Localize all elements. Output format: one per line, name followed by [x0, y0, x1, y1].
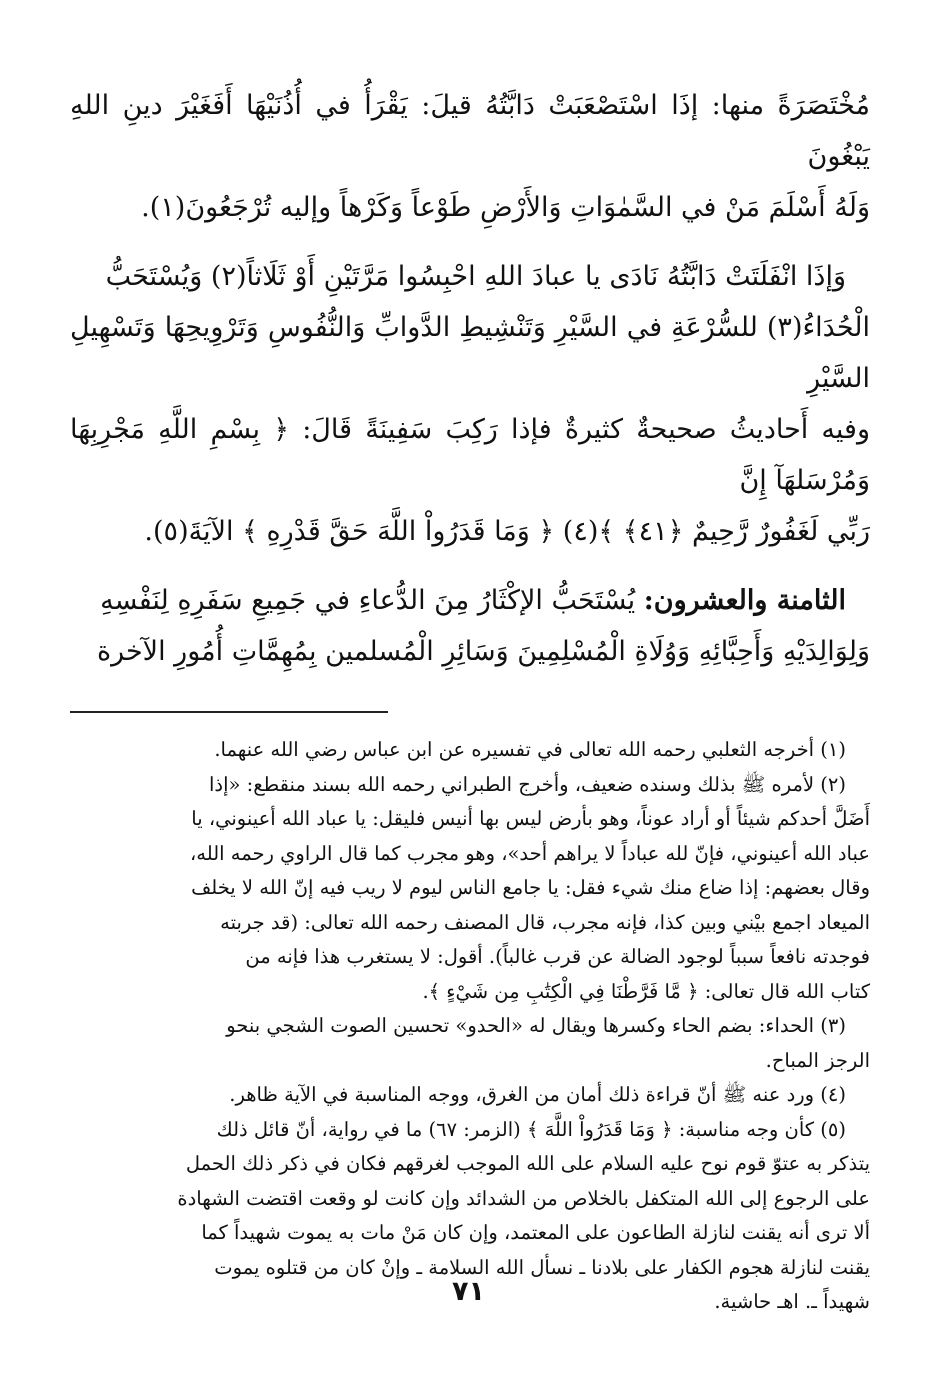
footnote-2-line: وقال بعضهم: إذا ضاع منك شيء فقل: يا جامع الناس ليوم لا ريب فيه إنّ الله لا يخلف — [191, 876, 870, 899]
footnote-2-line: كتاب الله قال تعالى: ﴿ مَّا فَرَّطْنَا فِي الْكِتَٰبِ مِن شَيْءٍ ﴾. — [422, 979, 870, 1003]
page-content — [70, 80, 870, 1320]
footnote-2-line: أَضَلَّ أحدكم شيئاً أو أراد عوناً، وهو بأرض ليس بها أنيس فليقل: يا عباد الله أعينوني، يا — [191, 807, 870, 830]
footnote-2-line: الميعاد اجمع بيْني وبين كذا، فإنه مجرب، قال المصنف رحمه الله تعالى: (قد جربته — [220, 910, 870, 934]
footnote-2-line: عباد الله أعينوني، فإنّ لله عباداً لا يراهم أحد»، وهو مجرب كما قال الراوي رحمه الله، — [189, 841, 870, 865]
footnote-2-line: (٢) لأمره ﷺ بذلك وسنده ضعيف، وأخرج الطبراني رحمه الله بسند منقطع: «إذا — [209, 772, 846, 796]
footnote-3-line: (٣) الحداء: بضم الحاء وكسرها ويقال له «الحدو» تحسين الصوت الشجي بنحو — [226, 1014, 846, 1037]
footnote-4: (٤) ورد عنه ﷺ أنّ قراءة ذلك أمان من الغرق، ووجه المناسبة في الآية ظاهر. — [229, 1083, 846, 1106]
body-line: رَبِّي لَغَفُورٌ رَّحِيمٌ ﴿٤١﴾ ﴾(٤) ﴿ وَمَا قَدَرُواْ اللَّهَ حَقَّ قَدْرِهِ ﴾ الآيَةَ(٥). — [144, 516, 870, 547]
footnote-2-line: فوجدته نافعاً سبباً لوجود الضالة عن قرب غالباً). أقول: لا يستغرب هذا فإنه من — [245, 945, 870, 968]
main-text — [70, 80, 870, 677]
body-line: الْحُدَاءُ(٣) للسُّرْعَةِ في السَّيْرِ وَتَنْشِيطِ الدَّوابِّ وَالنُّفُوسِ وَتَرْوِيحِهَا وَتَسْهِيلِ السَّيْرِ — [70, 312, 870, 394]
body-line — [70, 575, 870, 626]
footnote-5-line: شهيداً ـ. اهـ حاشية. — [714, 1290, 870, 1313]
body-line: وَإذَا انْفَلَتَتْ دَابَّتُهُ نَادَى يا عبادَ اللهِ احْبِسُوا مَرَّتَيْنِ أَوْ ثَلَاثاً(٢) وَيُسْتَحَبُّ — [105, 261, 846, 292]
footnote-separator — [70, 711, 388, 713]
footnote-1: (١) أخرجه الثعلبي رحمه الله تعالى في تفسيره عن ابن عباس رضي الله عنهما. — [214, 738, 846, 761]
footnote-5-line: على الرجوع إلى الله المتكفل بالخلاص من الشدائد وإن كانت لو وقعت اقتضت الشهادة — [177, 1186, 870, 1210]
body-line: وَلَهُ أَسْلَمَ مَنْ في السَّمٰوَاتِ وَالأَرْضِ طَوْعاً وَكَرْهاً وإليه تُرْجَعُونَ(١). — [141, 192, 870, 223]
body-line: وفيه أَحاديثُ صحيحةٌ كثيرةٌ فإذا رَكِبَ سَفِينَةً قَالَ: ﴿ بِسْمِ اللَّهِ مَجْرِبِهَا وَمُرْسَلهَآ إِنَّ — [70, 414, 870, 496]
footnote-5-line: يقنت لنازلة هجوم الكفار على بلادنا ـ نسأل الله السلامة ـ وإنْ كان من قتلوه يموت — [214, 1255, 870, 1279]
page-number: ٧١ — [452, 1276, 485, 1307]
footnote-separator-wrap — [70, 711, 870, 713]
footnote-3-line: الرجز المباح. — [765, 1048, 870, 1072]
footnote-5-line: يتذكر به عتوّ قوم نوح عليه السلام على الله الموجب لغرقهم فكان في ذكر ذلك الحمل — [185, 1152, 870, 1175]
section-label: الثامنة والعشرون: — [643, 585, 846, 616]
body-line: وَلِوَالِدَيْهِ وَأَحِبَّائِهِ وَوُلَاةِ الْمُسْلِمِينَ وَسَائِرِ الْمُسلمين بِمُهِمَّاتِ أُمُورِ الآخرة — [96, 636, 870, 667]
body-line: مُخْتَصَرَةً منها: إذَا اسْتَصْعَبَتْ دَابَّتُهُ قيلَ: يَقْرَأُ في أُذُنَيْهَا أَفَغَيْرَ دينِ اللهِ يَبْغُونَ — [70, 90, 870, 172]
body-text: يُسْتَحَبُّ الإكْثَارُ مِنَ الدُّعاءِ في جَمِيعِ سَفَرِهِ لِنَفْسِهِ — [100, 585, 644, 616]
footnote-5-line: ألا ترى أنه يقنت لنازلة الطاعون على المعتمد، وإن كان مَنْ مات به يموت شهيداً كما — [201, 1221, 870, 1244]
footnote-5-line: (٥) كأن وجه مناسبة: ﴿ وَمَا قَدَرُواْ اللَّهَ ﴾ (الزمر: ٦٧) ما في رواية، أنّ قائل ذلك — [216, 1117, 846, 1141]
footnotes — [70, 733, 870, 1320]
